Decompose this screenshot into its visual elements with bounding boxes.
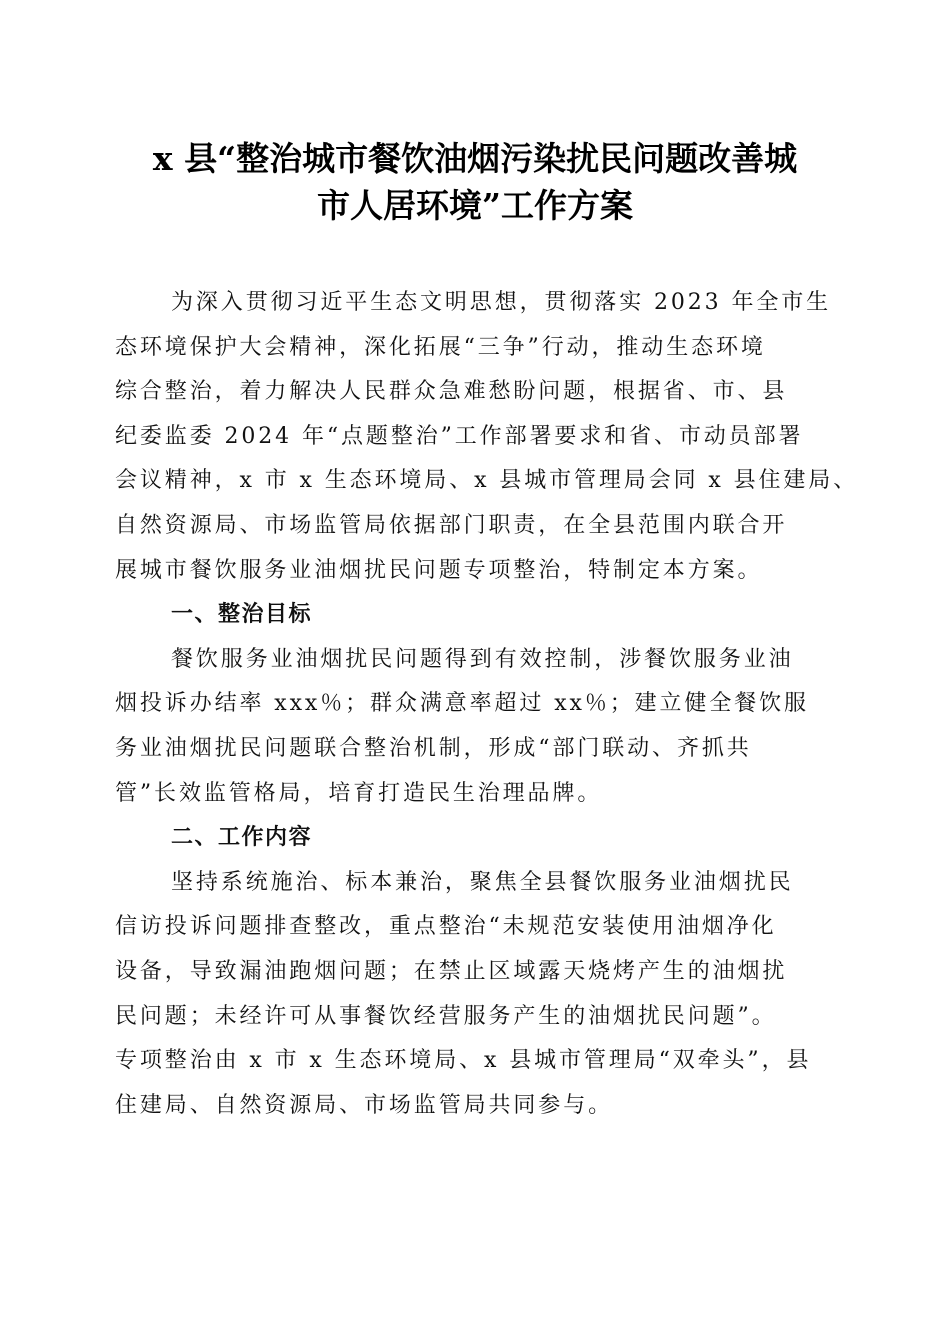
title-line-2: 市人居环境”工作方案	[317, 186, 633, 225]
paragraph-line: 民问题；未经许可从事餐饮经营服务产生的油烟扰民问题”。	[115, 1003, 777, 1029]
paragraph-line: 信访投诉问题排查整改，重点整治“未规范安装使用油烟净化	[115, 914, 777, 940]
paragraph-line: 住建局、自然资源局、市场监管局共同参与。	[115, 1092, 614, 1118]
paragraph-line: 管”长效监管格局，培育打造民生治理品牌。	[115, 780, 603, 806]
paragraph-line: 展城市餐饮服务业油烟扰民问题专项整治，特制定本方案。	[115, 557, 763, 583]
paragraph-line: 纪委监委 2024 年“点题整治”工作部署要求和省、市动员部署	[115, 423, 804, 449]
paragraph-line: 会议精神，x 市 x 生态环境局、x 县城市管理局会同 x 县住建局、	[115, 468, 859, 494]
document-body	[115, 281, 859, 1128]
paragraph-line: 为深入贯彻习近平生态文明思想，贯彻落实 2023 年全市生	[171, 290, 832, 315]
section-work-content	[115, 816, 827, 1128]
paragraph-line: 态环境保护大会精神，深化拓展“三争”行动，推动生态环境	[115, 334, 766, 360]
paragraph-line: 餐饮服务业油烟扰民问题得到有效控制，涉餐饮服务业油	[171, 646, 794, 672]
paragraph-line: 务业油烟扰民问题联合整治机制，形成“部门联动、齐抓共	[115, 735, 752, 761]
paragraph-line: 设备，导致漏油跑烟问题；在禁止区域露天烧烤产生的油烟扰	[115, 958, 788, 984]
paragraph-line: 专项整治由 x 市 x 生态环境局、x 县城市管理局“双牵头”，县	[115, 1048, 812, 1074]
section-goals	[115, 593, 827, 816]
section-heading-goals: 一、整治目标	[171, 602, 313, 628]
paragraph-line: 烟投诉办结率 xxx％；群众满意率超过 xx％；建立健全餐饮服	[115, 691, 809, 717]
section-heading-work-content: 二、工作内容	[171, 825, 313, 851]
paragraph-line: 综合整治，着力解决人民群众急难愁盼问题，根据省、市、县	[115, 379, 788, 405]
title-line-1: x 县“整治城市餐饮油烟污染扰民问题改善城	[152, 139, 798, 178]
document-title	[110, 135, 840, 229]
intro-paragraph	[115, 281, 859, 593]
paragraph-line: 自然资源局、市场监管局依据部门职责，在全县范围内联合开	[115, 512, 788, 538]
paragraph-line: 坚持系统施治、标本兼治，聚焦全县餐饮服务业油烟扰民	[171, 869, 794, 895]
